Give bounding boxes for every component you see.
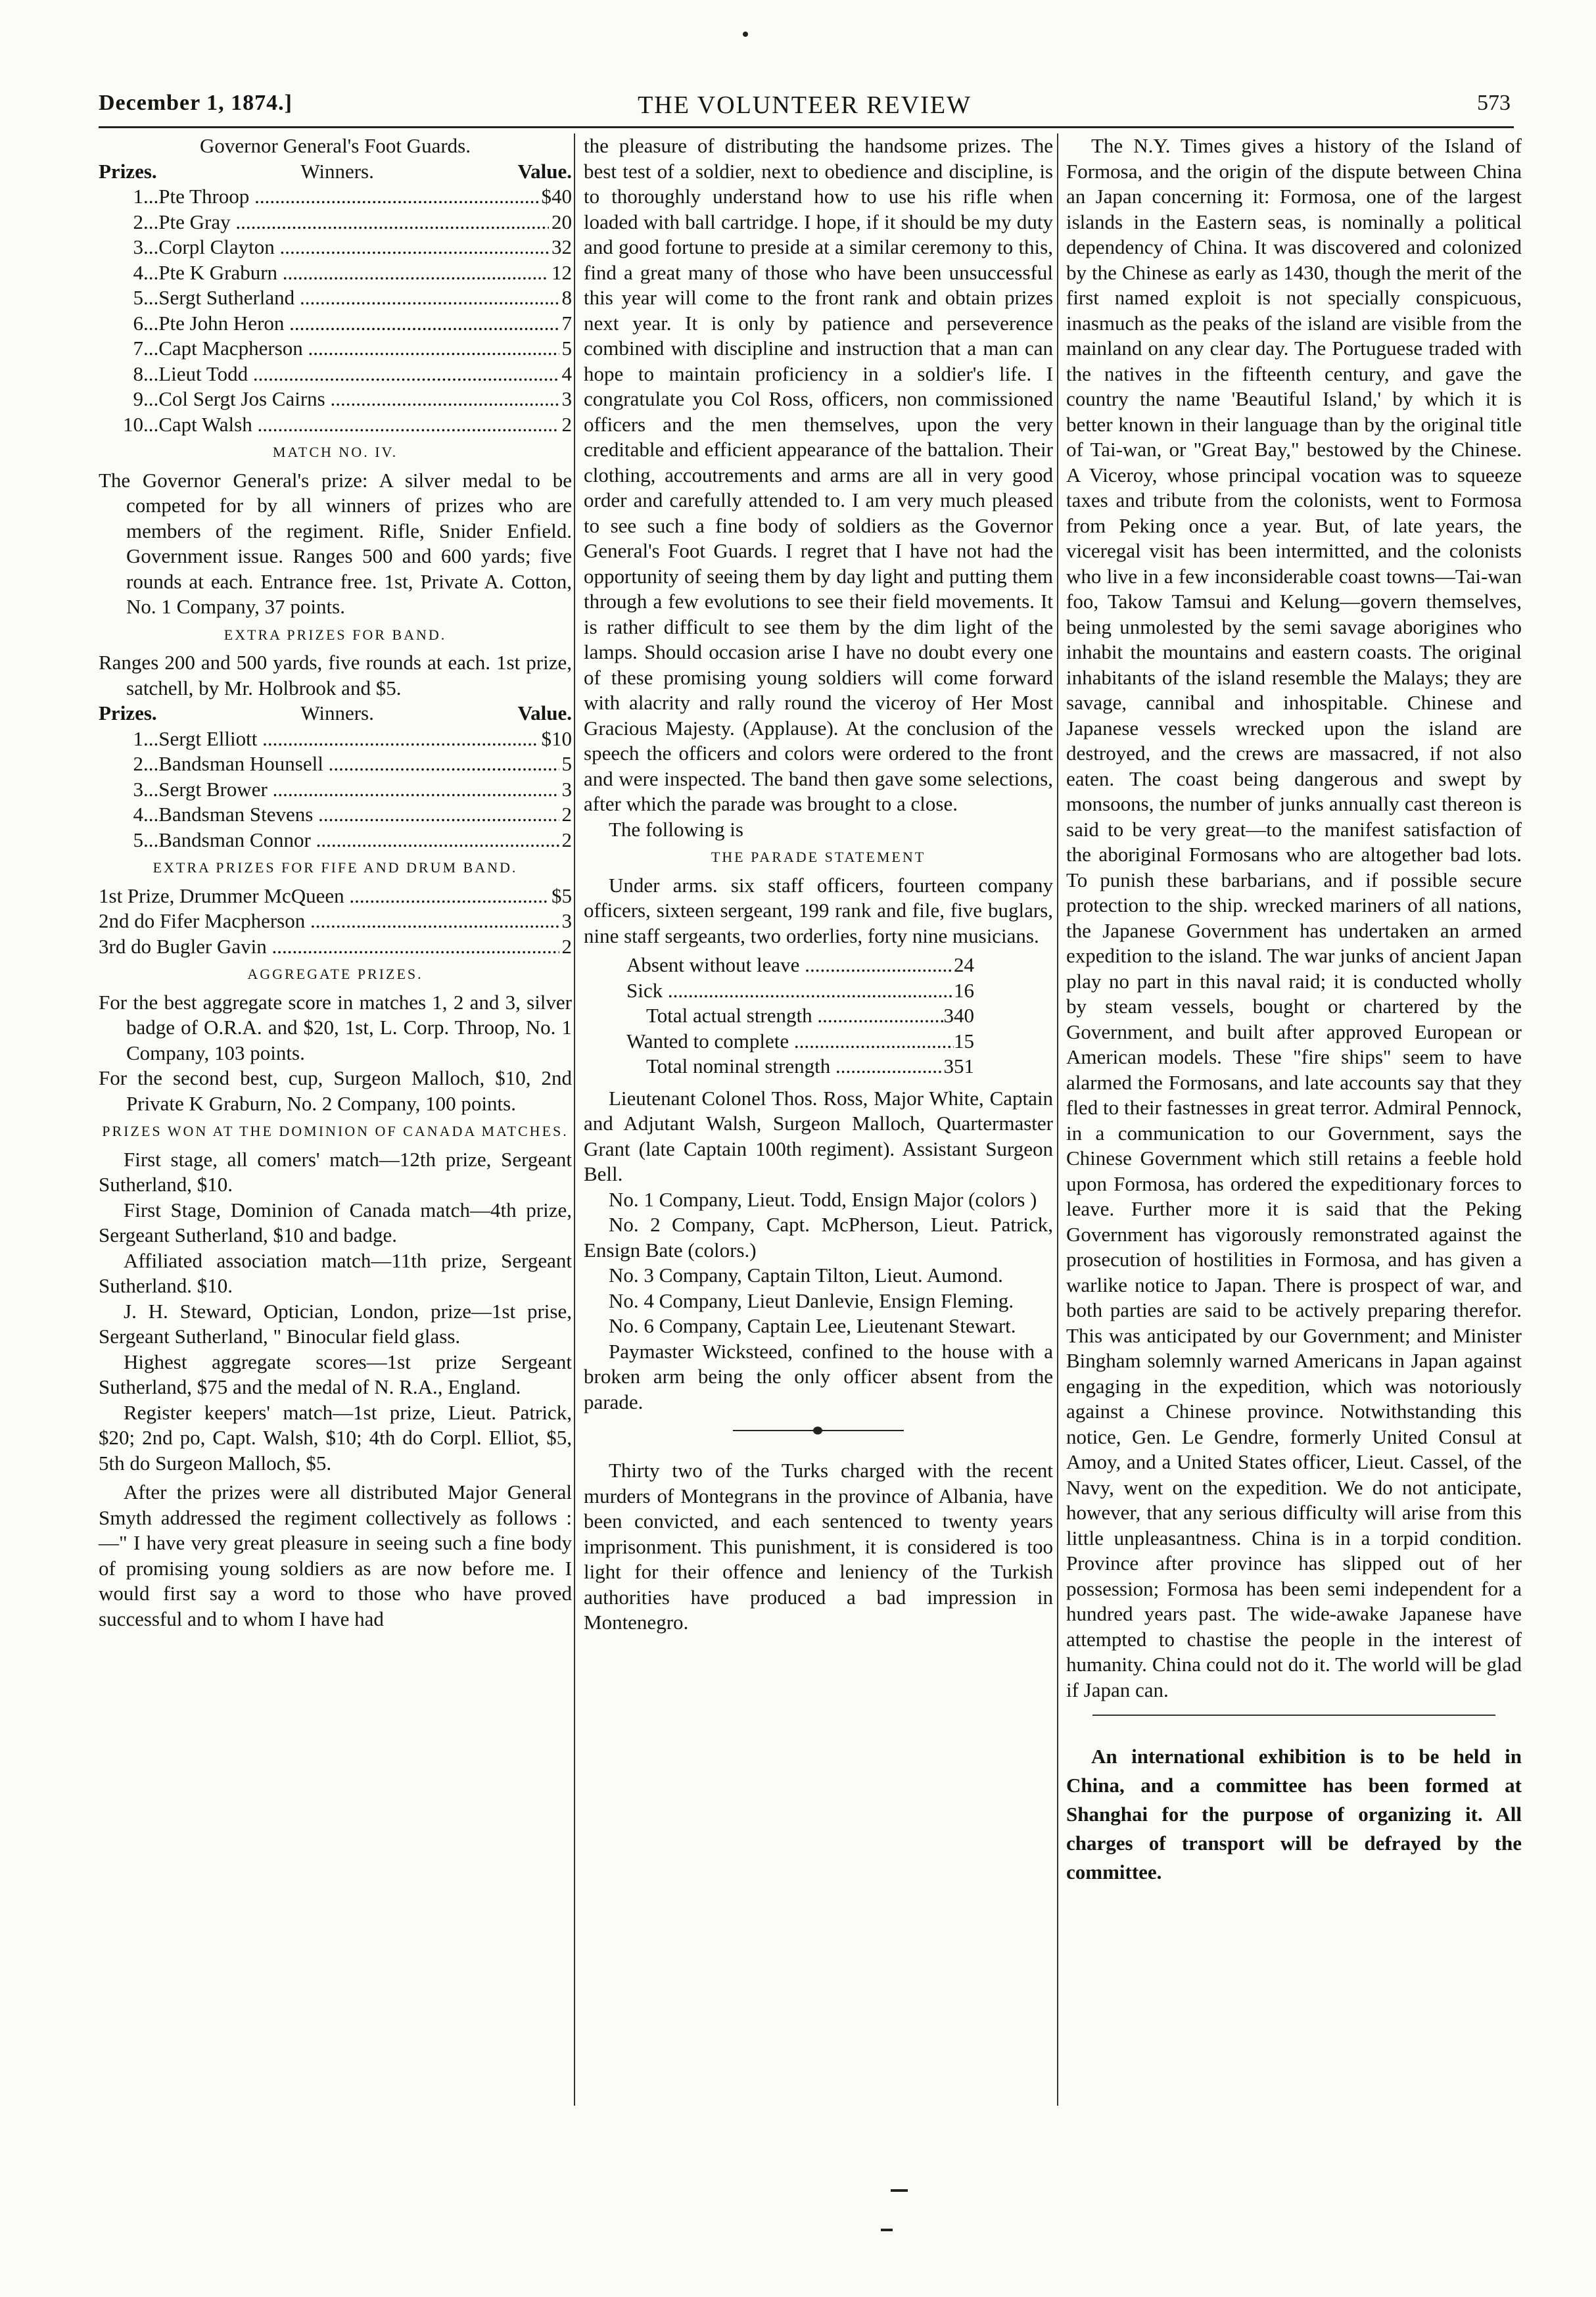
prize-number: 2	[133, 210, 143, 233]
prize-row	[99, 285, 572, 311]
prize-dots: ...	[143, 803, 159, 826]
statement-label: Sick .....	[626, 978, 954, 1004]
statement-label: Absent without leave .....	[626, 953, 954, 978]
prize-dots: ...	[143, 752, 159, 775]
prize-row	[99, 260, 572, 286]
prize-row	[99, 828, 572, 853]
prize-winner: Sergt Elliott .....	[158, 726, 538, 752]
column-2	[584, 133, 1053, 1636]
prize-number: 5	[133, 286, 143, 309]
prize-number: 4	[133, 803, 143, 826]
prize-value: 32	[552, 235, 572, 258]
prize-number: 1	[133, 726, 143, 750]
section-heading: MATCH NO. IV.	[272, 444, 398, 460]
prize-row	[99, 184, 572, 210]
section-heading: THE PARADE STATEMENT	[711, 849, 926, 865]
header-rule	[99, 126, 1514, 128]
prize-winner: Bandsman Hounsell .....	[158, 751, 559, 777]
prize-winner: Col Sergt Jos Cairns .....	[158, 387, 559, 412]
prize-row	[99, 802, 572, 828]
paragraph: Under arms. six staff officers, fourteen company officers, sixteen sergeant, 199 rank and file, five buglars, nine staff sergeants, two orderlies, forty nine musicians.	[584, 873, 1053, 947]
prize-dots: ...	[143, 210, 159, 233]
prize-number: 4	[133, 260, 143, 284]
prize-winner: Sergt Brower .....	[158, 777, 559, 803]
scan-speck	[743, 32, 748, 37]
prize-row	[99, 884, 572, 909]
prize-dots: ...	[143, 777, 159, 801]
prize-value: 3	[561, 387, 572, 410]
prize-value: $40	[541, 185, 572, 208]
section-heading: AGGREGATE PRIZES.	[247, 966, 423, 982]
section-heading: EXTRA PRIZES FOR FIFE AND DRUM BAND.	[153, 859, 518, 876]
section-title: Governor General's Foot Guards.	[200, 134, 471, 157]
prize-winner: Pte K Graburn .....	[158, 260, 549, 286]
paragraph: Register keepers' match—1st prize, Lieut. Patrick, $20; 2nd po, Capt. Walsh, $10; 4th do Corpl. Elliot, $5, 5th do Surgeon Malloch, $5.	[99, 1400, 572, 1475]
prize-value: 8	[561, 286, 572, 309]
prize-number: 3	[133, 235, 143, 258]
prize-value: 4	[561, 362, 572, 385]
paragraph: No. 2 Company, Capt. McPherson, Lieut. Patrick, Ensign Bate (colors.)	[584, 1213, 1053, 1262]
paragraph: After the prizes were all distributed Major General Smyth addressed the regiment collectively as follows :—" I have very great pleasure in seeing such a fine body of promising young soldiers as are now before me. I would first say a word to those who have proved successful and to whom I have had	[99, 1480, 572, 1630]
prize-value: 3	[561, 777, 572, 801]
statement-value: 351	[943, 1054, 974, 1077]
prize-dots: ...	[143, 726, 159, 750]
paragraph: First stage, all comers' match—12th prize, Sergeant Sutherland, $10.	[99, 1147, 572, 1196]
paragraph: For the best aggregate score in matches 1, 2 and 3, silver badge of O.R.A. and $20, 1st, L. Corp. Throop, No. 1 Company, 103 points.	[99, 990, 572, 1064]
prize-dots: ...	[143, 311, 159, 335]
prize-row	[99, 751, 572, 777]
paragraph: The N.Y. Times gives a history of the Island of Formosa, and the origin of the dispute between China an Japan concerning it: Formosa, one of the largest islands in the Eastern seas, is nominally a political dependency of China. It was discovered and colonized by the Chinese as early as 1430, though the merit of the first named exploit is not specially conspicuous, inasmuch as the peaks of the island are visible from the mainland on any clear day. The Portuguese traded with the natives in the fifteenth century, and gave the country the name 'Beautiful Island,' by which it is better known in their language than by the original title of Tai-wan, or "Great Bay," bestowed by the Chinese. A Viceroy, whose principal vocation was to squeeze taxes and tribute from the colonists, went to Formosa from Peking once a year. But, of late years, the viceregal visit has been intermitted, and the colonists who live in a few inconsiderable coast towns—Tai-wan foo, Takow Tamsui and Kelung—govern themselves, being unmolested by the semi savage aborigines who inhabit the mountains and eastern coasts. The original inhabitants of the island resemble the Malays; they are savage, cannibal and inhospitable. Chinese and Japanese vessels wrecked upon the island are destroyed, and the crews are massacred, if not also eaten. The coast being dangerous and swept by monsoons, the number of junks annually cast thereon is said to be very great—to the manifest satisfaction of the aboriginal Formosans who are altogether bad lots. To punish these barbarians, and if possible secure protection to the ship. wrecked mariners of all nations, the Japanese Government has undertaken an armed expedition to the island. The war junks of ancient Japan play no part in this naval raid; it is conducted wholly by steam vessels, bought or chartered by the Government, and built after approved European or American models. These "fire ships" seem to have alarmed the Formosans, and late accounts say that they fled to their fastnesses in great terror. Admiral Pennock, in a communication to our Government, says the Chinese Government which still retains a feeble hold upon Formosa, has ordered the expeditionary forces to leave. Further more it is said that the Peking Government has vigorously remonstrated against the prosecution of hostilities in Formosa, and has given a warlike notice to Japan. There is prospect of war, and both parties are said to be actively preparing therefor. This was anticipated by our Government; and Minister Bingham solemnly warned Americans in Japan against engaging in the expedition, which was notoriously against a Chinese province. Notwithstanding this notice, Gen. Le Gendre, formerly United Consul at Amoy, and a United States officer, Lieut. Cassel, of the Navy, went on the expedition. We do not anticipate, however, that any serious difficulty will arise from this little unpleasantness. China is in a torpid condition. Province after province has slipped out of her possession; Formosa has been semi independent for a hundred years past. The wide-awake Japanese have attempted to chastise the people in the interest of humanity. China could not do it. The world will be glad if Japan can.	[1066, 134, 1522, 1701]
prize-row	[99, 726, 572, 752]
officer-list	[584, 1086, 1053, 1415]
scan-mark	[881, 2229, 893, 2231]
prize-number: 7	[133, 337, 143, 360]
prize-value: 2	[561, 828, 572, 851]
statement-row	[584, 978, 1053, 1004]
paragraph: No. 4 Company, Lieut Danlevie, Ensign Fleming.	[609, 1289, 1014, 1312]
prize-dots: ...	[143, 412, 159, 436]
band-prize-list	[99, 726, 572, 853]
value-header: Value.	[517, 159, 572, 183]
prize-value: 2	[561, 412, 572, 436]
paragraph: No. 1 Company, Lieut. Todd, Ensign Major (colors )	[609, 1187, 1037, 1211]
prize-value: 2	[561, 934, 572, 958]
prize-value: 2	[561, 803, 572, 826]
paragraph: No. 3 Company, Captain Tilton, Lieut. Aumond.	[609, 1264, 1003, 1287]
prize-number: 5	[133, 828, 143, 851]
winners-header: Winners.	[300, 701, 374, 724]
prize-number: 2	[133, 752, 143, 775]
prize-value: $10	[541, 726, 572, 750]
prize-value: $5	[552, 884, 572, 907]
prize-value: 20	[552, 210, 572, 233]
prize-row	[99, 387, 572, 412]
prize-number: 9	[133, 387, 143, 410]
prize-winner: Corpl Clayton .....	[158, 235, 549, 260]
prize-number: 1	[133, 185, 143, 208]
paragraph: Lieutenant Colonel Thos. Ross, Major White, Captain and Adjutant Walsh, Surgeon Malloch, Quartermaster Grant (late Captain 100th regiment). Assistant Surgeon Bell.	[584, 1086, 1053, 1185]
statement-value: 24	[954, 953, 974, 976]
ornamental-rule	[733, 1427, 904, 1434]
paragraph: Highest aggregate scores—1st prize Sergeant Sutherland, $75 and the medal of N. R.A., England.	[99, 1350, 572, 1398]
prize-dots: ...	[143, 828, 159, 851]
prize-winner: 2nd do Fifer Macpherson .....	[99, 909, 559, 934]
scan-mark	[891, 2189, 908, 2192]
section-heading: PRIZES WON AT THE DOMINION OF CANADA MATCHES.	[102, 1123, 569, 1139]
running-head	[99, 91, 1511, 124]
prizes-header: Prizes.	[99, 701, 157, 724]
paragraph: Thirty two of the Turks charged with the recent murders of Montegrans in the province of Albania, have been convicted, and each sentenced to twenty years imprisonment. This punishment, it is considered is too light for their offence and leniency of the Turkish authorities have produced a bad impression in Montenegro.	[584, 1459, 1053, 1634]
prize-table-header	[99, 159, 572, 185]
prize-value: 5	[561, 337, 572, 360]
statement-row	[584, 953, 1053, 978]
prize-winner: Bandsman Stevens .....	[158, 802, 559, 828]
prize-value: 3	[561, 909, 572, 932]
prize-value: 12	[552, 260, 572, 284]
prize-dots: ...	[143, 260, 159, 284]
statement-value: 16	[954, 978, 974, 1002]
prize-winner: Capt Macpherson .....	[158, 336, 559, 362]
prize-value: 5	[561, 752, 572, 775]
paragraph: Paymaster Wicksteed, confined to the house with a broken arm being the only officer absent from the parade.	[584, 1339, 1053, 1413]
prize-row	[99, 412, 572, 438]
column-1	[99, 133, 572, 1632]
column-rule	[1057, 133, 1058, 2106]
statement-value: 340	[943, 1004, 974, 1027]
statement-row	[584, 1003, 1053, 1029]
prize-row	[99, 909, 572, 934]
prize-winner: Pte Gray .....	[158, 210, 549, 235]
separator-rule	[1092, 1715, 1495, 1716]
prize-row	[99, 362, 572, 387]
prize-dots: ...	[143, 185, 159, 208]
prize-value: 7	[561, 311, 572, 335]
column-3	[1066, 133, 1522, 1887]
publication-title: THE VOLUNTEER REVIEW	[638, 91, 972, 119]
winners-header: Winners.	[300, 159, 374, 183]
parade-statement	[584, 953, 1053, 1079]
page-number: 573	[1477, 91, 1511, 115]
prize-row	[99, 311, 572, 337]
paragraph: No. 6 Company, Captain Lee, Lieutenant Stewart.	[609, 1314, 1016, 1337]
prize-dots: ...	[143, 362, 159, 385]
paragraph: An international exhibition is to be held in China, and a committee has been formed at Shanghai for the purpose of organizing it. All charges of transport will be defrayed by the committee.	[1066, 1745, 1522, 1883]
prize-row	[99, 235, 572, 260]
prize-dots: ...	[143, 337, 159, 360]
statement-value: 15	[954, 1029, 974, 1053]
paragraph: J. H. Steward, Optician, London, prize—1st prise, Sergeant Sutherland, " Binocular field glass.	[99, 1299, 572, 1348]
prize-number: 8	[133, 362, 143, 385]
prize-winner: 3rd do Bugler Gavin .....	[99, 934, 559, 960]
section-heading: EXTRA PRIZES FOR BAND.	[223, 626, 447, 643]
value-header: Value.	[517, 701, 572, 724]
prize-row	[99, 777, 572, 803]
paragraph: First Stage, Dominion of Canada match—4th prize, Sergeant Sutherland, $10 and badge.	[99, 1198, 572, 1246]
fife-prize-list	[99, 884, 572, 960]
statement-row	[584, 1054, 1053, 1079]
column-rule	[574, 133, 575, 2106]
prize-winner: 1st Prize, Drummer McQueen .....	[99, 884, 549, 909]
prize-row	[99, 336, 572, 362]
statement-label: Total nominal strength .....	[646, 1054, 944, 1079]
foot-guards-prize-list	[99, 184, 572, 437]
prize-dots: ...	[143, 235, 159, 258]
prize-dots: ...	[143, 286, 159, 309]
prizes-header: Prizes.	[99, 159, 157, 183]
prize-winner: Sergt Sutherland .....	[158, 285, 559, 311]
paragraph: For the second best, cup, Surgeon Malloch, $10, 2nd Private K Graburn, No. 2 Company, 100 points.	[99, 1066, 572, 1115]
prize-dots: ...	[143, 387, 159, 410]
prize-row	[99, 934, 572, 960]
prize-winner: Lieut Todd .....	[158, 362, 559, 387]
paragraph: the pleasure of distributing the handsome prizes. The best test of a soldier, next to obedience and discipline, is to thoroughly understand how to use his rifle when loaded with ball cartridge. I hope, if it should be my duty and good fortune to preside at a similar ceremony to this, find a great many of those who have been unsuccessful this year will come to the front rank and obtain prizes next year. It is only by patience and perseverence combined with discipline and instruction that a man can hope to maintain proficiency in a soldier's life. I congratulate you Col Ross, officers, non commissioned officers and the men themselves, upon the very creditable and efficient appearance of the battalion. Their clothing, accoutrements and arms are all in very good order and carefully attended to. I am very much pleased to see such a fine body of soldiers as the Governor General's Foot Guards. I regret that I have not had the opportunity of seeing them by day light and putting them through a few evolutions to see their field movements. It is rather difficult to see them by the dim light of the lamps. Should occasion arise I have no doubt every one of these promising young soldiers will come forward with alacrity and rally round the viceroy of Her Most Gracious Majesty. (Applause). At the conclusion of the speech the officers and colors were ordered to the front and were inspected. The band then gave some selections, after which the parade was brought to a close.	[584, 134, 1053, 815]
issue-date: December 1, 1874.]	[99, 91, 293, 115]
paragraph: The following is	[609, 817, 743, 841]
prize-number: 6	[133, 311, 143, 335]
paragraph: Ranges 200 and 500 yards, five rounds at each. 1st prize, satchell, by Mr. Holbrook and $5.	[99, 651, 572, 699]
prize-winner: Capt Walsh .....	[158, 412, 559, 438]
prize-winner: Pte Throop .....	[158, 184, 538, 210]
paragraph: Affiliated association match—11th prize, Sergeant Sutherland. $10.	[99, 1248, 572, 1297]
prize-number: 10	[123, 412, 143, 436]
prize-number: 3	[133, 777, 143, 801]
prize-winner: Pte John Heron .....	[158, 311, 559, 337]
statement-label: Total actual strength .....	[646, 1003, 944, 1029]
prize-winner: Bandsman Connor .....	[158, 828, 559, 853]
prize-table-header	[99, 701, 572, 726]
prize-row	[99, 210, 572, 235]
statement-row	[584, 1029, 1053, 1054]
dominion-results	[99, 1147, 572, 1477]
statement-label: Wanted to complete .....	[626, 1029, 954, 1054]
paragraph: The Governor General's prize: A silver medal to be competed for by all winners of prizes who are members of the regiment. Rifle, Snider Enfield. Government issue. Ranges 500 and 600 yards; five rounds at each. Entrance free. 1st, Private A. Cotton, No. 1 Company, 37 points.	[99, 468, 572, 618]
